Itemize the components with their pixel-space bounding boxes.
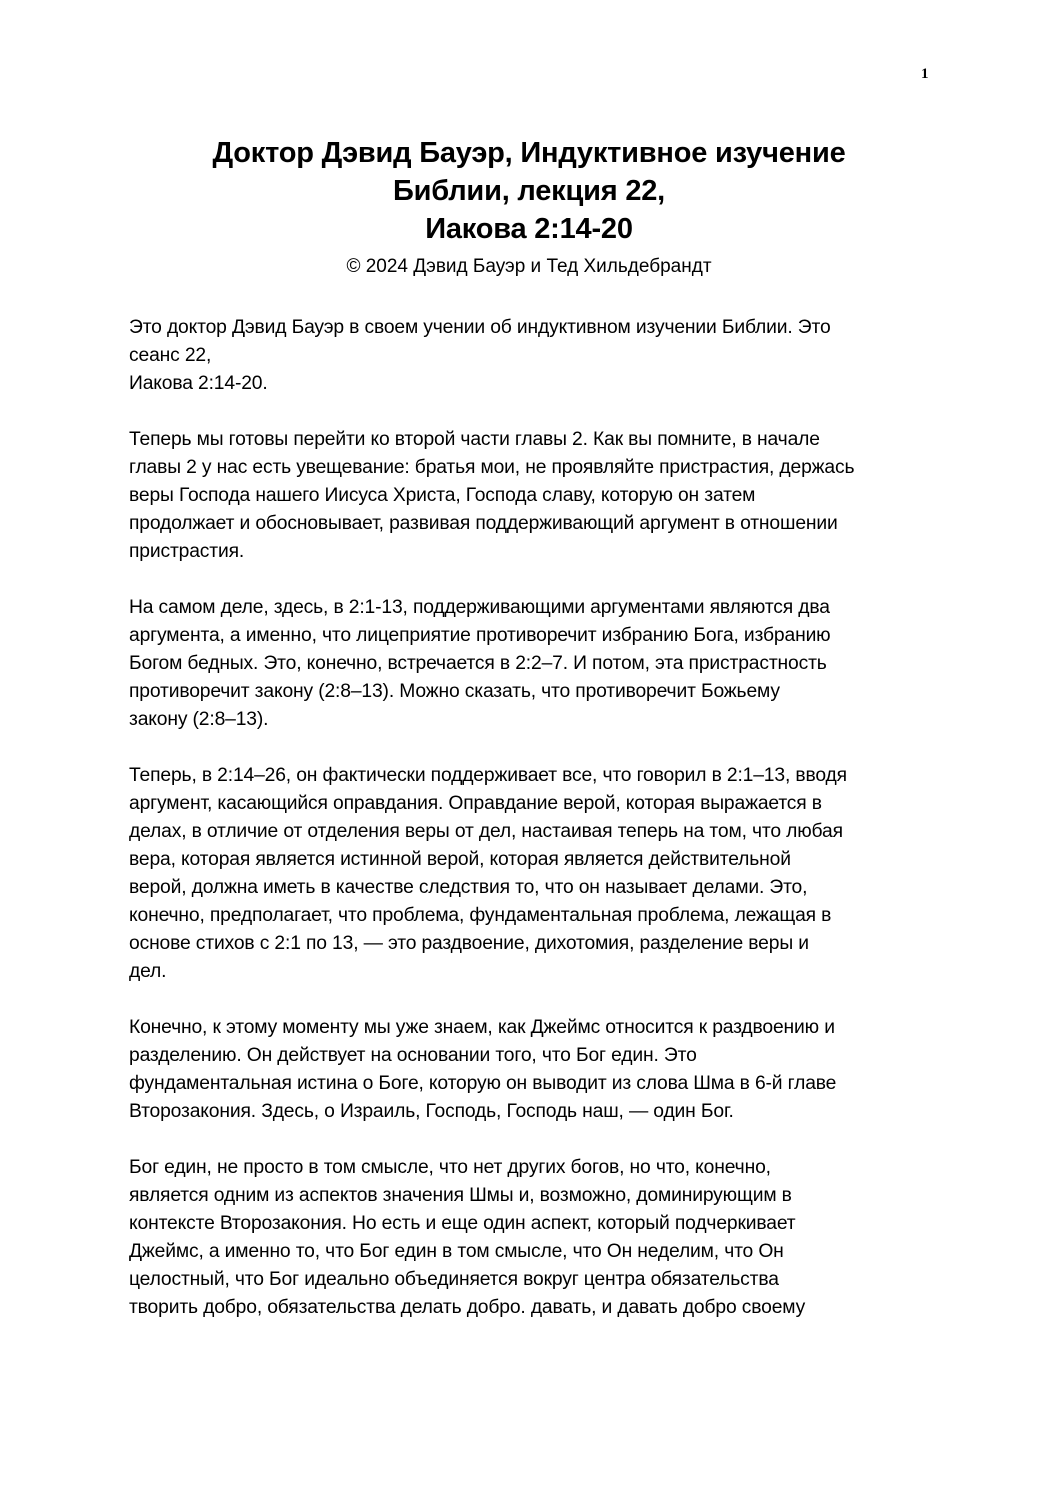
paragraph-6 (129, 1154, 959, 1322)
text-line: Это доктор Дэвид Бауэр в своем учении об индуктивном изучении Библии. Это (129, 317, 831, 338)
text-line: пристрастия. (129, 541, 245, 562)
text-line: аргумент, касающийся оправдания. Оправдание верой, которая выражается в (129, 793, 822, 814)
text-line: продолжает и обосновывает, развивая поддерживающий аргумент в отношении (129, 513, 838, 534)
document-header (0, 134, 1058, 282)
document-title-line-2: Библии, лекция 22, (392, 175, 666, 207)
text-line: контексте Второзакония. Но есть и еще один аспект, который подчеркивает (129, 1213, 796, 1234)
text-line: Теперь мы готовы перейти ко второй части главы 2. Как вы помните, в начале (129, 429, 820, 450)
text-line: целостный, что Бог идеально объединяется вокруг центра обязательства (129, 1269, 779, 1290)
paragraph-5 (129, 1014, 959, 1126)
document-title-line-1: Доктор Дэвид Бауэр, Индуктивное изучение (212, 137, 846, 169)
paragraph-2 (129, 426, 959, 566)
text-line: Богом бедных. Это, конечно, встречается в 2:2–7. И потом, эта пристрастность (129, 653, 827, 674)
text-line: Иакова 2:14-20. (129, 373, 268, 394)
text-line: основе стихов с 2:1 по 13, — это раздвоение, дихотомия, разделение веры и (129, 933, 809, 954)
text-line: фундаментальная истина о Боге, которую он выводит из слова Шма в 6-й главе (129, 1073, 837, 1094)
text-line: творить добро, обязательства делать добро. давать, и давать добро своему (129, 1297, 806, 1318)
text-line: противоречит закону (2:8–13). Можно сказать, что противоречит Божьему (129, 681, 780, 702)
text-line: конечно, предполагает, что проблема, фундаментальная проблема, лежащая в (129, 905, 832, 926)
paragraph-3 (129, 594, 959, 734)
text-line: закону (2:8–13). (129, 709, 269, 730)
page-number: 1 (921, 66, 929, 82)
text-line: Конечно, к этому моменту мы уже знаем, как Джеймс относится к раздвоению и (129, 1017, 835, 1038)
text-line: главы 2 у нас есть увещевание: братья мои, не проявляйте пристрастия, держась (129, 457, 855, 478)
text-line: верой, должна иметь в качестве следствия то, что он называет делами. Это, (129, 877, 808, 898)
text-line: дел. (129, 961, 167, 982)
text-line: Теперь, в 2:14–26, он фактически поддерживает все, что говорил в 2:1–13, вводя (129, 765, 847, 786)
text-line: веры Господа нашего Иисуса Христа, Господа славу, которую он затем (129, 485, 756, 506)
paragraph-4 (129, 762, 959, 986)
text-line: вера, которая является истинной верой, которая является действительной (129, 849, 791, 870)
paragraph-1 (129, 314, 959, 398)
text-line: На самом деле, здесь, в 2:1-13, поддерживающими аргументами являются два (129, 597, 830, 618)
text-line: Бог един, не просто в том смысле, что нет других богов, но что, конечно, (129, 1157, 771, 1178)
text-line: сеанс 22, (129, 345, 212, 366)
text-line: Второзакония. Здесь, о Израиль, Господь, Господь наш, — один Бог. (129, 1101, 734, 1122)
text-line: разделению. Он действует на основании того, что Бог един. Это (129, 1045, 697, 1066)
document-body (129, 314, 959, 1350)
text-line: аргумента, а именно, что лицеприятие противоречит избранию Бога, избранию (129, 625, 831, 646)
text-line: является одним из аспектов значения Шмы и, возможно, доминирующим в (129, 1185, 792, 1206)
document-title-line-3: Иакова 2:14-20 (425, 213, 633, 245)
text-line: Джеймс, а именно то, что Бог един в том смысле, что Он неделим, что Он (129, 1241, 784, 1262)
text-line: делах, в отличие от отделения веры от дел, настаивая теперь на том, что любая (129, 821, 843, 842)
copyright-notice: © 2024 Дэвид Бауэр и Тед Хильдебрандт (346, 256, 712, 277)
